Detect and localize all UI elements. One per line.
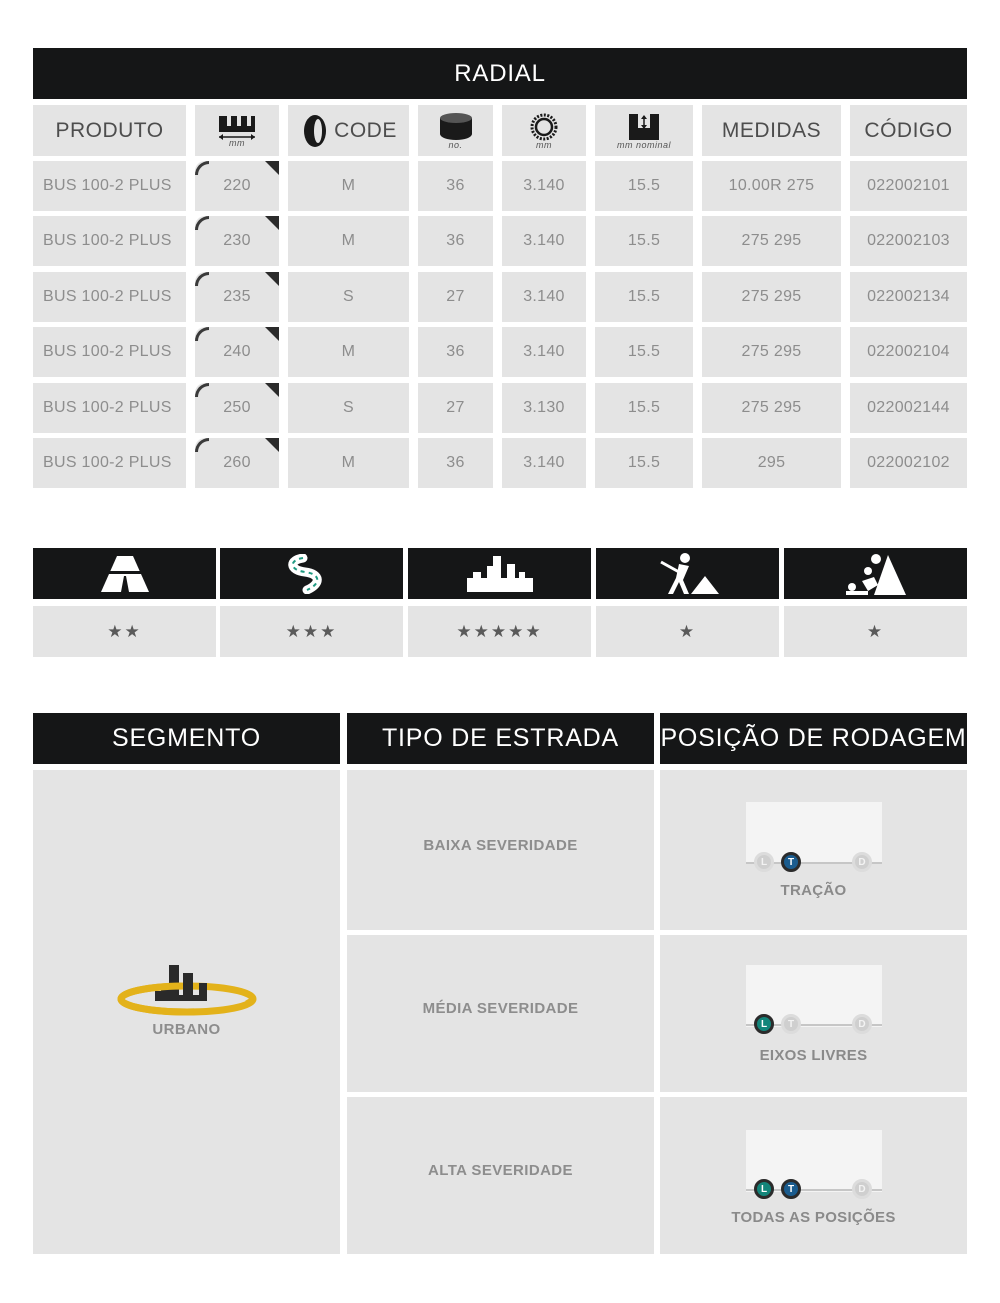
- rating-stars-highway: [33, 606, 216, 657]
- cell-diametro: [502, 383, 586, 433]
- rating-stars-curvy-road: [220, 606, 403, 657]
- cell-medidas: [702, 216, 841, 266]
- cell-codigo-text: 022002102: [867, 454, 950, 471]
- cell-diametro-text: 3.140: [523, 288, 565, 305]
- diameter-unit: mm: [536, 139, 552, 150]
- cell-produto: [33, 161, 186, 211]
- cell-lonas: [418, 216, 493, 266]
- cell-medidas-text: 10.00R 275: [728, 177, 815, 194]
- cell-largura-text: 260: [223, 454, 251, 471]
- cell-diametro-text: 3.140: [523, 177, 565, 194]
- posicao-cell-tracao: [660, 770, 967, 930]
- construction-worker-icon: [657, 552, 719, 596]
- rating-header-curvy-road: [220, 548, 403, 599]
- cell-lonas-text: 36: [446, 232, 465, 249]
- cell-diametro: [502, 327, 586, 377]
- wheel-t: T: [781, 1179, 801, 1199]
- posicao-label: TODAS AS POSIÇÕES: [731, 1209, 896, 1226]
- cell-produto: [33, 272, 186, 322]
- tire-profile-icon: [300, 113, 330, 149]
- tipo-cell-media: [347, 935, 654, 1092]
- cell-largura-text: 250: [223, 399, 251, 416]
- cell-largura: [195, 438, 279, 488]
- segmento-cell: [33, 770, 340, 1254]
- highway-icon: [99, 554, 151, 594]
- cell-code: [288, 438, 409, 488]
- wheel-l: L: [754, 852, 774, 872]
- rating-header-mining: [784, 548, 967, 599]
- posicao-rodagem-header: POSIÇÃO DE RODAGEM: [660, 713, 967, 764]
- cell-diametro-text: 3.140: [523, 454, 565, 471]
- col-header-code: CODE: [288, 105, 409, 156]
- cell-profundidade-text: 15.5: [627, 177, 661, 194]
- cell-diametro-text: 3.130: [523, 399, 565, 416]
- tipo-label: MÉDIA SEVERIDADE: [422, 1000, 579, 1017]
- cell-code-text: S: [343, 288, 354, 305]
- cell-produto: [33, 438, 186, 488]
- cell-produto-text: BUS 100-2 PLUS: [43, 288, 172, 305]
- diameter-ring-icon: [529, 112, 559, 142]
- segmento-header: SEGMENTO: [33, 713, 340, 764]
- cell-profundidade-text: 15.5: [627, 343, 661, 360]
- cell-profundidade: [595, 216, 693, 266]
- cell-profundidade-text: 15.5: [627, 399, 661, 416]
- rating-header-city: [408, 548, 591, 599]
- rating-stars-mining: [784, 606, 967, 657]
- cell-produto-text: BUS 100-2 PLUS: [43, 454, 172, 471]
- cylinder-icon: [438, 112, 474, 142]
- cell-lonas-text: 36: [446, 177, 465, 194]
- cell-medidas: [702, 438, 841, 488]
- tipo-label: BAIXA SEVERIDADE: [423, 836, 578, 854]
- cell-largura: [195, 383, 279, 433]
- cell-largura-text: 220: [223, 177, 251, 194]
- cell-profundidade: [595, 438, 693, 488]
- stars-text: ★: [866, 621, 885, 641]
- rating-stars-city: [408, 606, 591, 657]
- cell-codigo: [850, 438, 967, 488]
- cell-code: [288, 272, 409, 322]
- cell-code-text: S: [343, 399, 354, 416]
- col-header-medidas: MEDIDAS: [702, 105, 841, 156]
- cell-lonas-text: 27: [446, 399, 465, 416]
- cell-profundidade: [595, 327, 693, 377]
- cell-largura: [195, 272, 279, 322]
- cell-largura-text: 240: [223, 343, 251, 360]
- plies-unit: no.: [448, 139, 463, 150]
- rating-stars-construction-worker: [596, 606, 779, 657]
- col-header-width: [195, 105, 279, 156]
- col-header-diameter: [502, 105, 586, 156]
- cell-lonas-text: 36: [446, 343, 465, 360]
- cell-medidas: [702, 161, 841, 211]
- cell-diametro: [502, 216, 586, 266]
- cell-lonas: [418, 438, 493, 488]
- cell-largura: [195, 161, 279, 211]
- cell-lonas-text: 36: [446, 454, 465, 471]
- cell-profundidade: [595, 383, 693, 433]
- wheel-l: L: [754, 1014, 774, 1034]
- city-icon: [465, 554, 535, 594]
- cell-medidas: [702, 383, 841, 433]
- cell-diametro-text: 3.140: [523, 232, 565, 249]
- cell-profundidade-text: 15.5: [627, 288, 661, 305]
- cell-largura: [195, 216, 279, 266]
- cell-codigo: [850, 383, 967, 433]
- cell-code-text: M: [341, 454, 356, 471]
- tread-width-unit: mm: [229, 137, 245, 148]
- cell-codigo-text: 022002101: [867, 177, 950, 194]
- stars-text: ★: [678, 621, 697, 641]
- tipo-cell-alta: [347, 1097, 654, 1254]
- cell-produto: [33, 383, 186, 433]
- cell-profundidade: [595, 272, 693, 322]
- cell-code-text: M: [341, 177, 356, 194]
- cell-codigo: [850, 272, 967, 322]
- cell-codigo: [850, 161, 967, 211]
- col-header-depth: [595, 105, 693, 156]
- cell-profundidade-text: 15.5: [627, 232, 661, 249]
- stars-text: ★★: [107, 621, 142, 641]
- rating-header-highway: [33, 548, 216, 599]
- cell-lonas: [418, 327, 493, 377]
- cell-profundidade-text: 15.5: [627, 454, 661, 471]
- wheel-l: L: [754, 1179, 774, 1199]
- cell-medidas-text: 275 295: [741, 288, 802, 305]
- posicao-cell-eixos-livres: [660, 935, 967, 1092]
- cell-lonas-text: 27: [446, 288, 465, 305]
- cell-produto: [33, 216, 186, 266]
- tipo-cell-baixa: [347, 770, 654, 930]
- radial-title-bar: [33, 48, 967, 99]
- cell-code: [288, 383, 409, 433]
- col-header-plies: [418, 105, 493, 156]
- cell-codigo-text: 022002134: [867, 288, 950, 305]
- tipo-estrada-header: TIPO DE ESTRADA: [347, 713, 654, 764]
- cell-code-text: M: [341, 232, 356, 249]
- cell-codigo-text: 022002103: [867, 232, 950, 249]
- cell-codigo: [850, 327, 967, 377]
- cell-code-text: M: [341, 343, 356, 360]
- radial-title: RADIAL: [454, 59, 546, 87]
- stars-text: ★★★: [285, 621, 338, 641]
- cell-produto-text: BUS 100-2 PLUS: [43, 177, 172, 194]
- cell-medidas-text: 275 295: [741, 232, 802, 249]
- cell-largura-text: 235: [223, 288, 251, 305]
- cell-codigo: [850, 216, 967, 266]
- cell-lonas: [418, 383, 493, 433]
- curvy-road-icon: [287, 554, 337, 594]
- wheel-d: D: [852, 852, 872, 872]
- cell-diametro: [502, 438, 586, 488]
- urban-segment-icon: [117, 957, 257, 1019]
- wheel-t: T: [781, 852, 801, 872]
- cell-diametro: [502, 161, 586, 211]
- cell-diametro: [502, 272, 586, 322]
- wheel-d: D: [852, 1014, 872, 1034]
- cell-medidas: [702, 272, 841, 322]
- wheel-d: D: [852, 1179, 872, 1199]
- cell-produto-text: BUS 100-2 PLUS: [43, 343, 172, 360]
- wheel-t: T: [781, 1014, 801, 1034]
- tread-depth-icon: [627, 112, 661, 142]
- posicao-label: TRAÇÃO: [780, 882, 847, 899]
- posicao-cell-todas: [660, 1097, 967, 1254]
- cell-produto: [33, 327, 186, 377]
- mining-icon: [844, 551, 908, 597]
- stars-text: ★★★★★: [456, 621, 543, 641]
- col-header-produto: PRODUTO: [33, 105, 186, 156]
- cell-medidas-text: 295: [757, 454, 786, 471]
- cell-code: [288, 161, 409, 211]
- cell-medidas: [702, 327, 841, 377]
- posicao-label: EIXOS LIVRES: [759, 1047, 868, 1064]
- cell-medidas-text: 275 295: [741, 343, 802, 360]
- cell-largura: [195, 327, 279, 377]
- tipo-label: ALTA SEVERIDADE: [428, 1162, 573, 1179]
- cell-produto-text: BUS 100-2 PLUS: [43, 232, 172, 249]
- segmento-label: URBANO: [152, 1020, 221, 1038]
- cell-diametro-text: 3.140: [523, 343, 565, 360]
- cell-largura-text: 230: [223, 232, 251, 249]
- cell-profundidade: [595, 161, 693, 211]
- col-header-codigo: CÓDIGO: [850, 105, 967, 156]
- cell-codigo-text: 022002144: [867, 399, 950, 416]
- cell-lonas: [418, 272, 493, 322]
- cell-medidas-text: 275 295: [741, 399, 802, 416]
- rating-header-construction: [596, 548, 779, 599]
- cell-code: [288, 216, 409, 266]
- cell-codigo-text: 022002104: [867, 343, 950, 360]
- cell-lonas: [418, 161, 493, 211]
- cell-produto-text: BUS 100-2 PLUS: [43, 399, 172, 416]
- cell-code: [288, 327, 409, 377]
- depth-unit: mm nominal: [616, 139, 671, 150]
